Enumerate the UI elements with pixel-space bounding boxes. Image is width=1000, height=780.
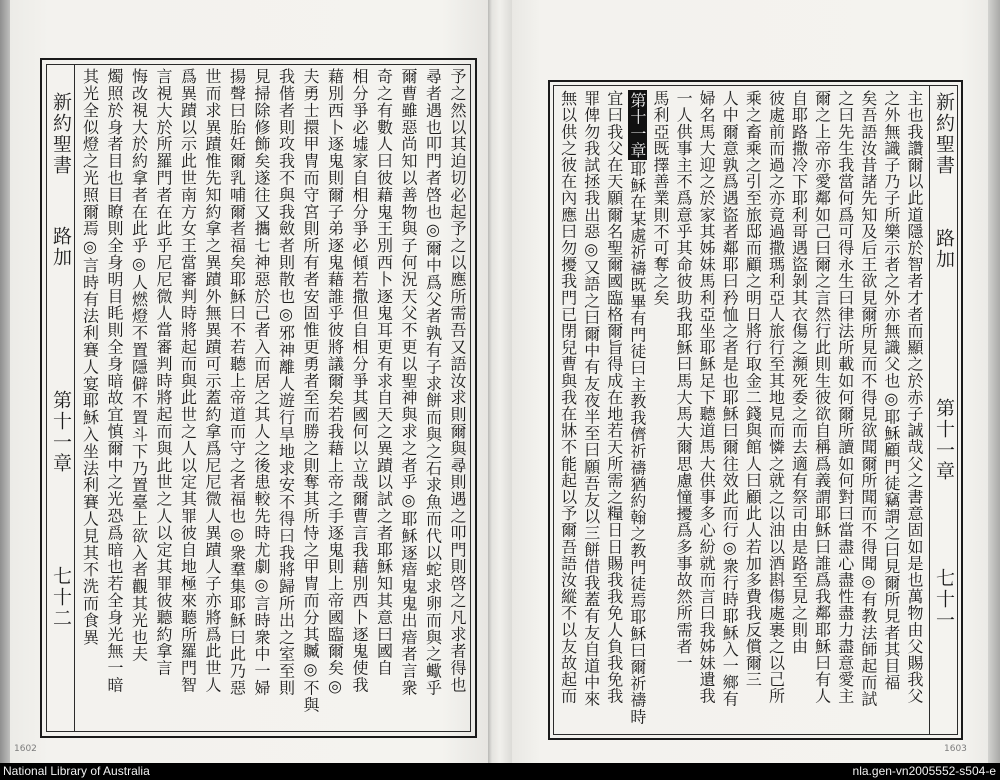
- text-column: 自耶路撒冷下耶利哥遇盜剝其衣傷之瀕死委之而去適有祭司由是路至見之則由: [789, 90, 809, 655]
- right-header-book-title: 新約聖書: [933, 92, 955, 176]
- chapter-heading: 第十一章: [627, 92, 647, 159]
- text-column: 乘之畜乘之引至旅邸而顧之明日將行取金二錢與館人曰顧此人若加多費我反償爾三: [743, 90, 763, 688]
- text-column: 之曰先生我當何爲可得永生曰律法所載如何爾所讀如何對曰當盡心盡性盡力盡意愛主: [835, 90, 855, 705]
- text-column: 無以供之彼在內應曰勿擾我門已閉兒曹與我在牀不能起以予爾吾語汝縱不以友故起而: [558, 90, 578, 705]
- text-column: 主也我讚爾以此道隱於智者才者而顯之於赤子誠哉父之書意固如是也萬物由父賜我父: [905, 90, 924, 705]
- text-column: 奇之有數人曰彼藉鬼王別西卜逐鬼耳更有求自天之異蹟以試之者耶穌知其意曰國自: [374, 68, 394, 677]
- text-column: 見掃除修飾矣遂往又攜七神惡於己者入而居之其人之後患較先時尤劇◎言時衆中一婦: [252, 68, 271, 697]
- text-column-body: 耶穌在某處祈禱既畢有門徒曰主教我儕祈禱猶約翰之教門徒焉耶穌曰爾祈禱時: [627, 160, 647, 725]
- text-column: 人中爾意孰爲遇盜者鄰耶曰矜恤之者是也耶穌曰爾往效此而行◎衆行時耶穌入一鄉有: [720, 90, 740, 708]
- text-column-with-chapter-heading: [626, 90, 649, 732]
- text-column: 我偕者則攻我不與我斂者則散也◎邪神離人遊行旱地求安不得曰我將歸所出之室至則: [276, 68, 296, 697]
- text-column: 揚聲曰胎妊爾乳哺爾者福矣耶穌曰不若聽上帝道而守之者福也◎衆羣集耶穌曰此乃惡: [227, 68, 247, 697]
- text-column: 其光全似燈之光照爾焉◎言時有法利賽人宴耶穌入坐法利賽人見其不洗而食異: [80, 68, 100, 646]
- left-header-divider: [74, 64, 75, 732]
- pencil-folio-note-right: 1603: [944, 744, 967, 754]
- archive-credit-bar: [0, 763, 1000, 780]
- left-header-chapter: 第十一章: [50, 390, 72, 474]
- text-column: 世而求異蹟惟先知約拿之異蹟外無異蹟可示蓋約拿爲尼尼微人異蹟人子亦將爲此世人: [203, 68, 222, 694]
- text-column: 相分爭必墟家自相分爭必傾若撒但自相分爭其國何以立哉爾曹言我藉別西卜逐鬼使我: [350, 68, 369, 694]
- text-column: 罪俾勿我試拯我出惡◎又語之曰爾中有友夜半至曰願吾友以三餅借我蓋有友自道中來: [581, 90, 601, 708]
- pencil-folio-note-left: 1602: [14, 744, 37, 754]
- left-header-gospel: 路加: [50, 226, 72, 268]
- book-spine: [488, 0, 514, 763]
- right-header-divider: [929, 85, 930, 735]
- text-column: 藉別西卜逐鬼則爾子弟逐鬼藉誰乎彼將議爾矣若我藉上帝之手逐鬼則上帝國臨爾矣◎: [325, 68, 345, 697]
- library-credit: National Library of Australia: [3, 764, 150, 778]
- right-header-page-number: 七十一: [933, 568, 955, 631]
- text-column: 之外無識子乃子所樂示者之外亦無識父也◎耶穌顧門徒竊謂之曰見爾所見者其目福: [881, 90, 901, 691]
- text-column: 馬利亞既擇善業則不可奪之矣: [650, 90, 670, 306]
- right-header-chapter: 第十一章: [933, 398, 955, 482]
- text-column: 彼處前而過之亦竟過撒瑪利亞人旅行至其地見而憐之就之以油以酒斟傷處裹之以己所: [766, 90, 786, 705]
- right-header-gospel: 路加: [933, 228, 955, 270]
- text-column: 爾曹雖惡尚知以善物與子何況天父不更以聖神與求之者乎◎耶穌逐瘖鬼鬼出瘖者言衆: [399, 68, 418, 697]
- text-column: 宜曰我父在天願爾名聖爾國臨格爾旨得成在地若天所需之糧日日賜我我免人負我免我: [604, 90, 624, 705]
- text-column: 言視大於所羅門者在此乎尼尼微人當審判時將起而與此世之人以定其罪彼聽約拿言: [154, 68, 173, 677]
- text-column: 爾之上帝亦愛鄰如己曰爾之言然行此則生彼欲自稱爲義謂耶穌曰誰爲我鄰耶穌曰有人: [812, 90, 832, 705]
- record-identifier: nla.gen-vn2005552-s504-e: [852, 764, 996, 778]
- left-page-text: [77, 68, 469, 728]
- text-column: 燭照於身者目也目瞭則全身明目眊則全身暗故宜慎爾中之光恐爲暗也若全身光無一暗: [105, 68, 124, 694]
- text-column: 予之然以其迫切必起予之以應所需吾又語汝求則爾與尋則遇之叩門則啓之凡求者得也: [448, 68, 467, 694]
- text-column: 一人供事主不爲意乎其命彼助我耶穌曰馬大馬大爾思慮憧擾爲多事故然所需者一: [674, 90, 694, 671]
- left-header-page-number: 七十二: [50, 566, 72, 629]
- text-column: 尋者遇也叩門者啓也◎爾中爲父者孰有子求餅而與之石求魚而代以蛇求卵而與之蠍乎: [423, 68, 443, 697]
- text-column: 悔改視大於約拿者在此乎◎人燃燈不置隱僻不置斗下乃置臺上欲入者觀其光也夫: [129, 68, 149, 663]
- text-column: 矣吾語汝昔諸先知及后王欲見爾所見而不得見欲聞爾所聞而不得聞◎有教法師起而試: [858, 90, 878, 708]
- right-page-text: [556, 90, 926, 732]
- text-column: 夫勇士擐甲冑而守宮則所有者安固惟更勇者至而勝之則奪其所恃之甲冑而分其贓◎不與: [301, 68, 320, 714]
- book-edge-right: [988, 0, 1000, 763]
- text-column: 婦名馬大迎之於家其姊妹馬利亞坐耶穌足下聽道馬大供事多心紛就而言曰我姊妹遺我: [697, 90, 717, 705]
- left-header-book-title: 新約聖書: [50, 92, 72, 176]
- text-column: 爲異蹟以示此世南方女王當審判時將起而與此世之人以定其罪彼自地極來聽所羅門智: [178, 68, 198, 694]
